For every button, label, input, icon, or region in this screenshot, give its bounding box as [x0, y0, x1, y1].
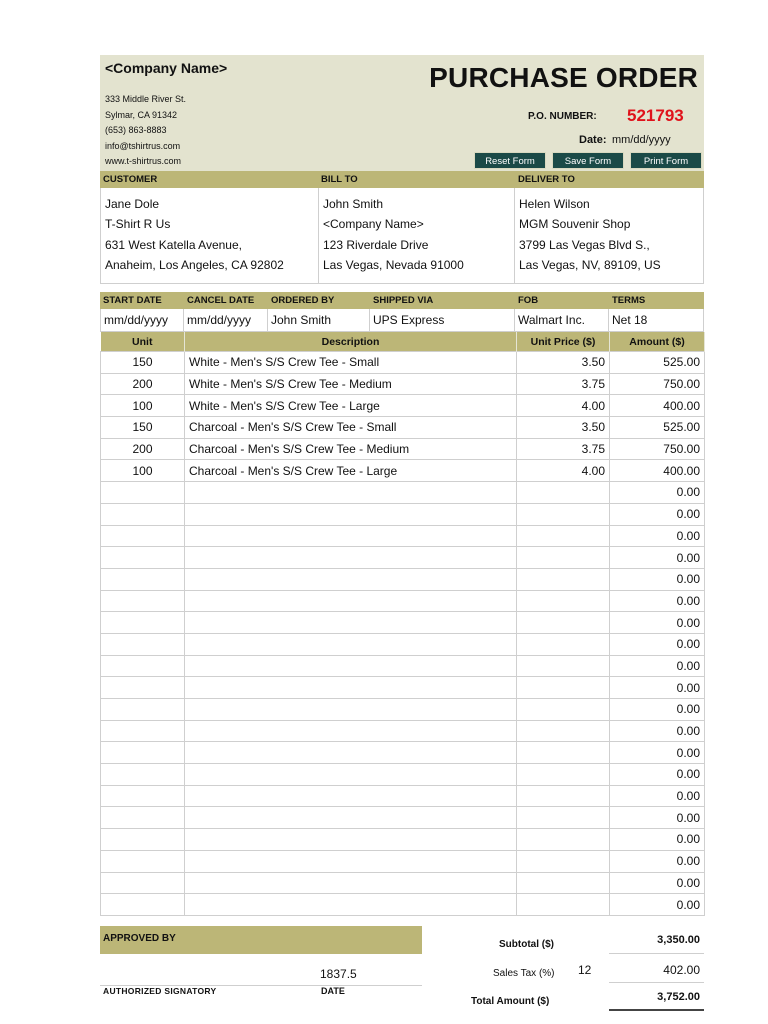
- bill-to-fields: [319, 188, 515, 283]
- table-row: [101, 352, 705, 374]
- unit-cell[interactable]: 150: [101, 352, 185, 374]
- unit-cell[interactable]: 100: [101, 460, 185, 482]
- description-cell[interactable]: [185, 612, 517, 634]
- unit-cell[interactable]: [101, 503, 185, 525]
- amount-cell[interactable]: 0.00: [610, 503, 705, 525]
- unit-price-cell[interactable]: [517, 590, 610, 612]
- total-rule: [609, 1009, 704, 1011]
- bill-to-heading: BILL TO: [321, 174, 358, 185]
- sales-tax-value: 402.00: [663, 962, 700, 977]
- line-items-table: [100, 332, 705, 916]
- customer-street-field[interactable]: 631 West Katella Avenue,: [105, 237, 242, 252]
- start-date-heading: START DATE: [103, 295, 162, 306]
- unit-price-cell[interactable]: [517, 785, 610, 807]
- table-row: [101, 417, 705, 439]
- description-cell[interactable]: [185, 633, 517, 655]
- deliver-to-heading: DELIVER TO: [518, 174, 575, 185]
- unit-cell[interactable]: [101, 655, 185, 677]
- unit-cell[interactable]: [101, 547, 185, 569]
- table-row: [101, 568, 705, 590]
- ordered-by-field[interactable]: John Smith: [268, 309, 370, 331]
- unit-price-cell[interactable]: [517, 764, 610, 786]
- company-name[interactable]: <Company Name>: [105, 60, 228, 76]
- table-row: [101, 720, 705, 742]
- unit-price-cell[interactable]: [517, 742, 610, 764]
- table-header-row: [101, 332, 705, 352]
- purchase-order-sheet: [100, 55, 704, 1016]
- customer-name-field[interactable]: Jane Dole: [105, 197, 160, 211]
- amount-cell[interactable]: 0.00: [610, 764, 705, 786]
- authorized-signatory-label: AUTHORIZED SIGNATORY: [103, 985, 217, 996]
- unit-cell[interactable]: [101, 482, 185, 504]
- ordered-by-heading: ORDERED BY: [271, 295, 335, 306]
- amount-cell[interactable]: 0.00: [610, 482, 705, 504]
- date-label: Date:: [579, 134, 607, 146]
- table-row: [101, 742, 705, 764]
- sales-tax-label: Sales Tax (%): [493, 967, 555, 979]
- description-cell[interactable]: [185, 785, 517, 807]
- description-cell[interactable]: [185, 850, 517, 872]
- amount-cell[interactable]: 0.00: [610, 612, 705, 634]
- unit-cell[interactable]: 200: [101, 373, 185, 395]
- unit-column-header: Unit: [101, 332, 185, 352]
- table-row: [101, 872, 705, 894]
- email-line[interactable]: info@tshirtrus.com: [105, 140, 181, 151]
- website-line[interactable]: www.t-shirtrus.com: [105, 156, 182, 166]
- table-row: [101, 633, 705, 655]
- save-form-button[interactable]: Save Form: [552, 152, 624, 169]
- parties-block: [100, 188, 704, 284]
- subtotal-rule: [609, 953, 704, 954]
- approved-by-box[interactable]: [100, 926, 422, 954]
- unit-cell[interactable]: 100: [101, 395, 185, 417]
- amount-cell[interactable]: 0.00: [610, 590, 705, 612]
- total-amount-label: Total Amount ($): [471, 995, 550, 1007]
- unit-price-cell[interactable]: [517, 699, 610, 721]
- shipping-header: [100, 292, 704, 309]
- customer-fields: [101, 188, 319, 283]
- subtotal-value: 3,350.00: [657, 933, 700, 946]
- unit-cell[interactable]: 150: [101, 417, 185, 439]
- unit-price-cell[interactable]: [517, 482, 610, 504]
- description-cell[interactable]: [185, 568, 517, 590]
- table-row: [101, 503, 705, 525]
- bill-to-city-field[interactable]: Las Vegas, Nevada 91000: [323, 257, 464, 272]
- sales-tax-rate-field[interactable]: 12: [578, 962, 592, 977]
- description-cell[interactable]: White - Men's S/S Crew Tee - Large: [185, 395, 517, 417]
- description-cell[interactable]: [185, 742, 517, 764]
- amount-cell[interactable]: 0.00: [610, 568, 705, 590]
- table-row: [101, 482, 705, 504]
- unit-price-cell[interactable]: [517, 633, 610, 655]
- unit-price-cell[interactable]: [517, 655, 610, 677]
- description-cell[interactable]: [185, 482, 517, 504]
- description-cell[interactable]: [185, 699, 517, 721]
- reset-form-button[interactable]: Reset Form: [474, 152, 546, 169]
- unit-cell[interactable]: [101, 720, 185, 742]
- table-row: [101, 829, 705, 851]
- po-number-label: P.O. NUMBER:: [528, 111, 597, 122]
- description-cell[interactable]: [185, 655, 517, 677]
- unit-price-cell[interactable]: [517, 568, 610, 590]
- description-column-header: Description: [185, 332, 517, 352]
- amount-cell[interactable]: 0.00: [610, 720, 705, 742]
- unit-cell[interactable]: [101, 568, 185, 590]
- unit-price-cell[interactable]: 4.00: [517, 460, 610, 482]
- po-number-field[interactable]: 521793: [627, 106, 684, 125]
- unit-price-cell[interactable]: 3.75: [517, 373, 610, 395]
- unit-price-cell[interactable]: [517, 872, 610, 894]
- table-row: [101, 785, 705, 807]
- unit-price-cell[interactable]: 3.50: [517, 352, 610, 374]
- description-cell[interactable]: [185, 590, 517, 612]
- amount-cell[interactable]: 400.00: [610, 395, 705, 417]
- unit-price-cell[interactable]: [517, 829, 610, 851]
- deliver-to-city-field[interactable]: Las Vegas, NV, 89109, US: [519, 257, 661, 272]
- shipped-via-heading: SHIPPED VIA: [373, 295, 434, 306]
- amount-cell[interactable]: 0.00: [610, 850, 705, 872]
- table-row: [101, 850, 705, 872]
- description-cell[interactable]: [185, 872, 517, 894]
- unit-cell[interactable]: 200: [101, 438, 185, 460]
- terms-field[interactable]: Net 18: [609, 309, 704, 331]
- unit-cell[interactable]: [101, 872, 185, 894]
- unit-cell[interactable]: [101, 633, 185, 655]
- unit-price-cell[interactable]: [517, 894, 610, 916]
- table-row: [101, 699, 705, 721]
- description-cell[interactable]: [185, 677, 517, 699]
- description-cell[interactable]: [185, 503, 517, 525]
- unit-price-cell[interactable]: 3.75: [517, 438, 610, 460]
- fob-heading: FOB: [518, 295, 539, 306]
- table-row: [101, 655, 705, 677]
- amount-cell[interactable]: 0.00: [610, 829, 705, 851]
- unit-price-cell[interactable]: [517, 525, 610, 547]
- amount-cell[interactable]: 750.00: [610, 438, 705, 460]
- unit-cell[interactable]: [101, 829, 185, 851]
- amount-cell[interactable]: 0.00: [610, 742, 705, 764]
- description-cell[interactable]: [185, 807, 517, 829]
- customer-city-field[interactable]: Anaheim, Los Angeles, CA 92802: [105, 257, 284, 272]
- amount-cell[interactable]: 0.00: [610, 525, 705, 547]
- table-row: [101, 525, 705, 547]
- unit-cell[interactable]: [101, 677, 185, 699]
- amount-column-header: Amount ($): [610, 332, 705, 352]
- table-row: [101, 460, 705, 482]
- unit-price-cell[interactable]: [517, 850, 610, 872]
- amount-cell[interactable]: 0.00: [610, 699, 705, 721]
- deliver-to-fields: [515, 188, 705, 283]
- parties-header: [100, 171, 704, 188]
- description-cell[interactable]: [185, 547, 517, 569]
- unit-price-column-header: Unit Price ($): [517, 332, 610, 352]
- amount-cell[interactable]: 0.00: [610, 677, 705, 699]
- unit-cell[interactable]: [101, 525, 185, 547]
- address-line[interactable]: Sylmar, CA 91342: [105, 109, 178, 120]
- description-cell[interactable]: [185, 764, 517, 786]
- amount-cell[interactable]: 0.00: [610, 807, 705, 829]
- subtotal-label: Subtotal ($): [499, 938, 554, 950]
- amount-cell[interactable]: 400.00: [610, 460, 705, 482]
- amount-cell[interactable]: 0.00: [610, 633, 705, 655]
- address-line[interactable]: 333 Middle River St.: [105, 94, 187, 104]
- unit-cell[interactable]: [101, 742, 185, 764]
- table-row: [101, 438, 705, 460]
- table-row: [101, 612, 705, 634]
- deliver-to-name-field[interactable]: Helen Wilson: [519, 197, 590, 211]
- fob-field[interactable]: Walmart Inc.: [515, 309, 609, 331]
- amount-cell[interactable]: 0.00: [610, 872, 705, 894]
- unit-price-cell[interactable]: 4.00: [517, 395, 610, 417]
- customer-heading: CUSTOMER: [103, 174, 158, 185]
- unit-cell[interactable]: [101, 590, 185, 612]
- approval-date-label: DATE: [321, 985, 345, 996]
- table-row: [101, 807, 705, 829]
- unit-cell[interactable]: [101, 764, 185, 786]
- table-row: [101, 395, 705, 417]
- total-amount-value: 3,752.00: [657, 990, 700, 1003]
- customer-company-field[interactable]: T-Shirt R Us: [105, 217, 171, 232]
- company-address: [105, 92, 186, 170]
- description-cell[interactable]: [185, 525, 517, 547]
- amount-cell[interactable]: 0.00: [610, 547, 705, 569]
- amount-cell[interactable]: 0.00: [610, 894, 705, 916]
- shipping-values: [100, 309, 704, 332]
- footer-section: [100, 926, 704, 1016]
- approved-by-label: APPROVED BY: [103, 932, 176, 944]
- unit-price-cell[interactable]: [517, 720, 610, 742]
- date-field[interactable]: mm/dd/yyyy: [612, 134, 671, 146]
- unit-cell[interactable]: [101, 785, 185, 807]
- unit-price-cell[interactable]: [517, 547, 610, 569]
- unit-cell[interactable]: [101, 807, 185, 829]
- table-row: [101, 677, 705, 699]
- description-cell[interactable]: White - Men's S/S Crew Tee - Medium: [185, 373, 517, 395]
- table-row: [101, 373, 705, 395]
- sales-tax-rule: [609, 982, 704, 983]
- header-panel: [100, 55, 704, 171]
- table-row: [101, 547, 705, 569]
- shipped-via-field[interactable]: UPS Express: [370, 309, 515, 331]
- table-row: [101, 590, 705, 612]
- unit-price-cell[interactable]: [517, 503, 610, 525]
- terms-heading: TERMS: [612, 295, 646, 306]
- unit-cell[interactable]: [101, 850, 185, 872]
- unit-price-cell[interactable]: [517, 612, 610, 634]
- description-cell[interactable]: Charcoal - Men's S/S Crew Tee - Large: [185, 460, 517, 482]
- deliver-to-street-field[interactable]: 3799 Las Vegas Blvd S.,: [519, 237, 650, 252]
- print-form-button[interactable]: Print Form: [630, 152, 702, 169]
- table-row: [101, 764, 705, 786]
- amount-cell[interactable]: 525.00: [610, 352, 705, 374]
- amount-cell[interactable]: 0.00: [610, 655, 705, 677]
- bill-to-company-field[interactable]: <Company Name>: [323, 217, 424, 232]
- start-date-field[interactable]: mm/dd/yyyy: [100, 309, 184, 331]
- cancel-date-field[interactable]: mm/dd/yyyy: [184, 309, 268, 331]
- deliver-to-company-field[interactable]: MGM Souvenir Shop: [519, 217, 631, 232]
- description-cell[interactable]: Charcoal - Men's S/S Crew Tee - Medium: [185, 438, 517, 460]
- unit-price-cell[interactable]: [517, 677, 610, 699]
- amount-cell[interactable]: 0.00: [610, 785, 705, 807]
- bill-to-name-field[interactable]: John Smith: [323, 197, 384, 211]
- phone-line[interactable]: (653) 863-8883: [105, 125, 167, 135]
- description-cell[interactable]: [185, 894, 517, 916]
- page-title: PURCHASE ORDER: [429, 62, 698, 93]
- cancel-date-heading: CANCEL DATE: [187, 295, 255, 306]
- description-cell[interactable]: White - Men's S/S Crew Tee - Small: [185, 352, 517, 374]
- bill-to-street-field[interactable]: 123 Riverdale Drive: [323, 237, 429, 252]
- amount-cell[interactable]: 525.00: [610, 417, 705, 439]
- amount-cell[interactable]: 750.00: [610, 373, 705, 395]
- unit-cell[interactable]: [101, 612, 185, 634]
- description-cell[interactable]: [185, 829, 517, 851]
- unit-cell[interactable]: [101, 699, 185, 721]
- unit-cell[interactable]: [101, 894, 185, 916]
- unit-price-cell[interactable]: 3.50: [517, 417, 610, 439]
- unit-price-cell[interactable]: [517, 807, 610, 829]
- table-row: [101, 894, 705, 916]
- description-cell[interactable]: [185, 720, 517, 742]
- approval-date-field[interactable]: 1837.5: [320, 966, 357, 981]
- description-cell[interactable]: Charcoal - Men's S/S Crew Tee - Small: [185, 417, 517, 439]
